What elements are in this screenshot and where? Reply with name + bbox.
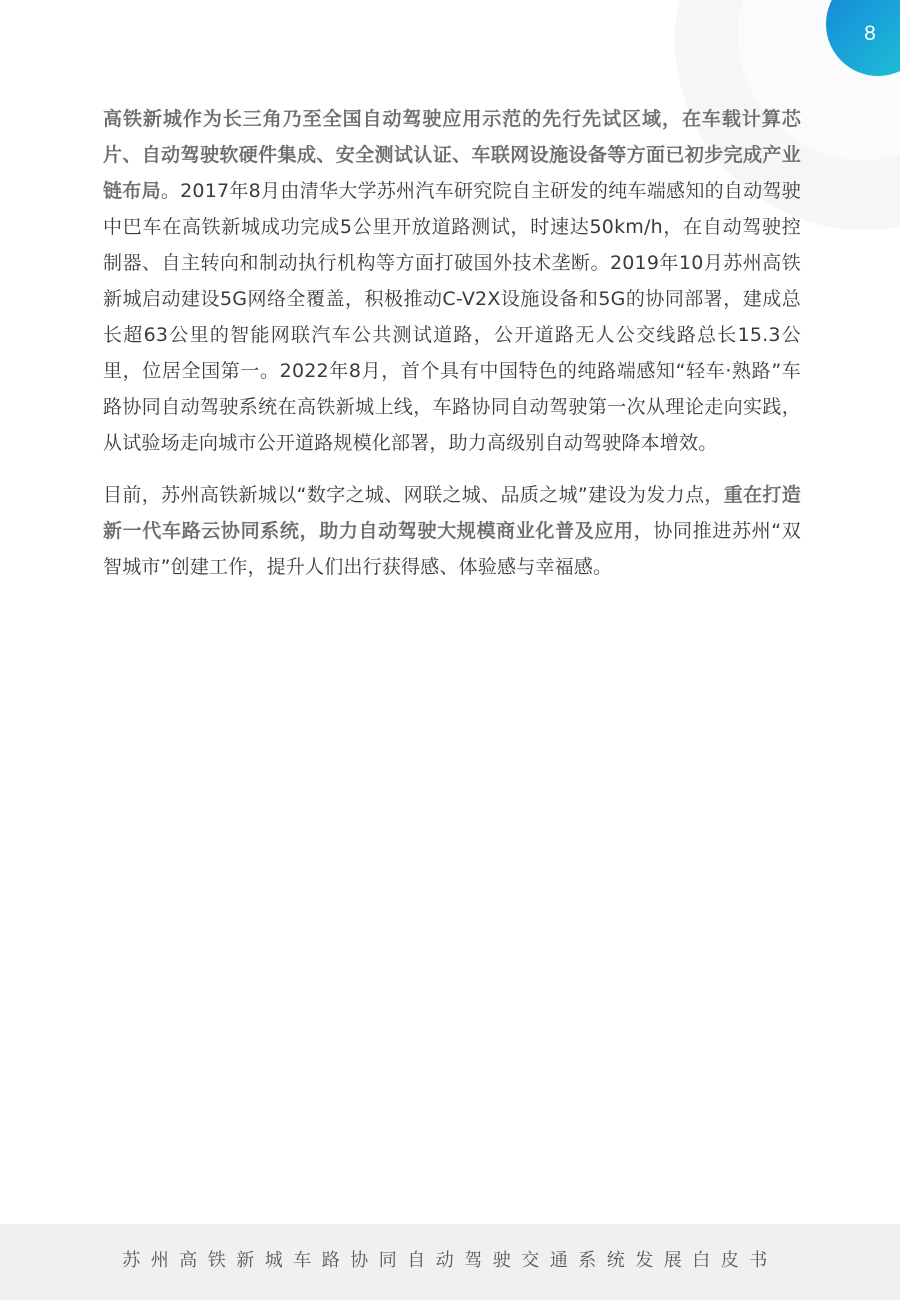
paragraph-text: 目前，苏州高铁新城以“数字之城、网联之城、品质之城”建设为发力点， [103,484,724,506]
paragraph-text: 。2017年8月由清华大学苏州汽车研究院自主研发的纯车端感知的自动驾驶中巴车在高铁新城成功完成5公里开放道路测试，时速达50km/h，在自动驾驶控制器、自主转向和制动执行机构等方面打破国外技术垄断。2019年10月苏州高铁新城启动建设5G网络全覆盖，积极推动C-V2X设施设备和5G的协同部署，建成总长超63公里的智能网联汽车公共测试道路，公开道路无人公交线路总长15.3公里，位居全国第一。2022年8月，首个具有中国特色的纯路端感知“轻车·熟路”车路协同自动驾驶系统在高铁新城上线，车路协同自动驾驶第一次从理论走向实践，从试验场走向城市公开道路规模化部署，助力高级别自动驾驶降本增效。 [103,180,801,454]
footer-title: 苏州高铁新城车路协同自动驾驶交通系统发展白皮书 [122,1250,778,1271]
paragraph-2 [103,477,801,585]
paragraph-text: ，协同推进苏州“双智城市”创建工作，提升人们出行获得感、体验感与幸福感。 [103,520,801,578]
body-text [103,101,801,601]
page-number: 8 [864,22,876,45]
paragraph-1 [103,101,801,461]
highlight-text: 重在打造新一代车路云协同系统，助力自动驾驶大规模商业化普及应用 [103,484,801,542]
highlight-text: 高铁新城作为长三角乃至全国自动驾驶应用示范的先行先试区域，在车载计算芯片、自动驾驶软硬件集成、安全测试认证、车联网设施设备等方面已初步完成产业链布局 [103,108,801,202]
